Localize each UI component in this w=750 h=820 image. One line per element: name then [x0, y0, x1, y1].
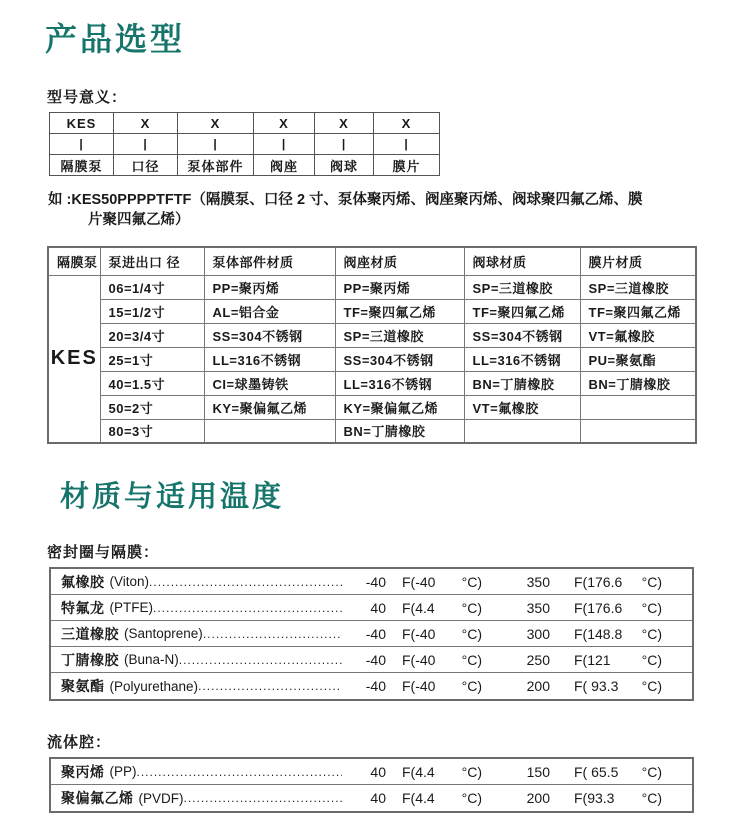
min-temp-c-unit: °C) [461, 599, 482, 616]
temp-row [51, 673, 692, 699]
model-code-row [50, 113, 440, 134]
material-name-cn: 聚偏氟乙烯 [61, 790, 134, 806]
table-row [48, 371, 696, 395]
min-temp-c [402, 790, 482, 806]
temp-row [51, 621, 692, 647]
model-part-cell: 口径 [114, 155, 178, 176]
max-temp-f: 200 [526, 678, 550, 694]
max-temp-c [574, 574, 662, 590]
table-cell: PP=聚丙烯 [204, 275, 335, 299]
model-example-line2: 片聚四氟乙烯） [88, 212, 190, 228]
material-name-en: (PVDF) [138, 790, 184, 806]
temp-row [51, 647, 692, 673]
model-code-cell: X [178, 113, 254, 134]
model-code-cell: X [374, 113, 440, 134]
min-temp-c-value: F(4.4 [402, 599, 435, 616]
table-cell: SS=304不锈钢 [464, 323, 580, 347]
max-temp-c-unit: °C) [641, 573, 662, 590]
min-temp-c-value: F(-40 [402, 678, 436, 694]
min-temp-f: 40 [370, 790, 386, 806]
table-cell: SP=三道橡胶 [464, 275, 580, 299]
max-temp-c-unit: °C) [641, 790, 662, 806]
bar-cell: | [254, 134, 315, 155]
min-temp-f: -40 [365, 651, 386, 668]
table-cell: KY=聚偏氟乙烯 [204, 395, 335, 419]
selection-header: 泵进出口 径 [100, 247, 204, 275]
min-temp-c [402, 678, 482, 694]
max-temp-f: 350 [526, 573, 550, 590]
selection-header: 泵体部件材质 [204, 247, 335, 275]
selection-header-row [48, 247, 696, 275]
material-name-cn: 三道橡胶 [61, 625, 119, 642]
max-temp-f: 150 [526, 763, 550, 780]
table-cell [204, 419, 335, 443]
table-cell: CI=球墨铸铁 [204, 371, 335, 395]
table-cell: SS=304不锈钢 [204, 323, 335, 347]
table-cell: SS=304不锈钢 [335, 347, 464, 371]
min-temp-c [402, 764, 482, 780]
dot-leader [137, 765, 343, 779]
temp-row [51, 759, 692, 785]
max-temp-c-unit: °C) [641, 678, 662, 694]
table-cell [580, 395, 696, 419]
table-row [48, 323, 696, 347]
max-temp-c-unit: °C) [641, 763, 662, 780]
material-name-en: (PP) [109, 764, 137, 779]
max-temp-f: 300 [526, 625, 550, 642]
selection-header: 阀座材质 [335, 247, 464, 275]
max-temp-c [574, 600, 662, 616]
table-row [48, 275, 696, 299]
fluid-chamber-label: 流体腔： [47, 734, 112, 751]
min-temp-f: -40 [365, 573, 386, 590]
table-cell: LL=316不锈钢 [335, 371, 464, 395]
model-example-text [48, 190, 708, 230]
table-cell: LL=316不锈钢 [204, 347, 335, 371]
max-temp-c-value: F( 93.3 [574, 678, 619, 694]
dot-leader [149, 575, 342, 589]
max-temp-f: 200 [526, 790, 550, 806]
model-part-cell: 阀座 [254, 155, 315, 176]
table-cell [464, 419, 580, 443]
page-title: 产品选型 [45, 21, 186, 57]
min-temp-c [402, 600, 482, 616]
model-meaning-label: 型号意义： [47, 89, 128, 106]
material-name-cn: 丁腈橡胶 [61, 651, 119, 668]
bar-cell: | [178, 134, 254, 155]
material-name-en: (Viton) [109, 574, 150, 589]
max-temp-c [574, 678, 662, 694]
min-temp-c-value: F(-40 [402, 651, 436, 668]
min-temp-f: -40 [365, 678, 386, 694]
max-temp-c-value: F(121 [574, 651, 611, 668]
min-temp-c [402, 626, 482, 642]
selection-header: 隔膜泵 [48, 247, 100, 275]
min-temp-c [402, 574, 482, 590]
table-row [48, 395, 696, 419]
max-temp-c-unit: °C) [641, 625, 662, 642]
model-part-cell: 泵体部件 [178, 155, 254, 176]
table-cell: TF=聚四氟乙烯 [580, 299, 696, 323]
table-cell: 20=3/4寸 [100, 323, 204, 347]
table-cell: 25=1寸 [100, 347, 204, 371]
min-temp-c-unit: °C) [461, 625, 482, 642]
table-cell: 50=2寸 [100, 395, 204, 419]
max-temp-c-value: F(93.3 [574, 790, 615, 806]
max-temp-c [574, 764, 662, 780]
min-temp-f: -40 [365, 625, 386, 642]
model-part-row [50, 155, 440, 176]
table-cell: LL=316不锈钢 [464, 347, 580, 371]
model-code-cell: X [315, 113, 374, 134]
max-temp-c [574, 790, 662, 806]
model-example-line1: 如 :KES50PPPPTFTF（隔膜泵、口径 2 寸、泵体聚丙烯、阀座聚丙烯、阀球聚四氟乙烯、膜 [48, 192, 643, 208]
table-cell: SP=三道橡胶 [580, 275, 696, 299]
max-temp-c-value: F(176.6 [574, 599, 623, 616]
table-cell: PU=聚氨酯 [580, 347, 696, 371]
material-name-cn: 特氟龙 [61, 599, 105, 616]
min-temp-c-value: F(4.4 [402, 790, 435, 806]
max-temp-c-unit: °C) [641, 599, 662, 616]
material-name-cn: 氟橡胶 [61, 573, 105, 590]
min-temp-c-unit: °C) [461, 763, 482, 780]
selection-table [47, 246, 697, 444]
min-temp-f: 40 [370, 763, 386, 780]
max-temp-f: 350 [526, 599, 550, 616]
table-cell: VT=氟橡胶 [464, 395, 580, 419]
table-cell: BN=丁腈橡胶 [580, 371, 696, 395]
selection-header: 膜片材质 [580, 247, 696, 275]
min-temp-c-value: F(-40 [402, 625, 436, 642]
bar-cell: | [50, 134, 114, 155]
table-cell: SP=三道橡胶 [335, 323, 464, 347]
material-name-en: (PTFE) [109, 600, 153, 615]
model-part-cell: 隔膜泵 [50, 155, 114, 176]
table-cell: BN=丁腈橡胶 [464, 371, 580, 395]
materials-temperature-title: 材质与适用温度 [60, 481, 285, 513]
model-bar-row [50, 134, 440, 155]
table-cell: TF=聚四氟乙烯 [335, 299, 464, 323]
dot-leader [153, 601, 342, 615]
dot-leader [198, 679, 342, 693]
material-name-en: (Santoprene) [124, 626, 203, 641]
material-name-en: (Buna-N) [124, 652, 179, 667]
bar-cell: | [374, 134, 440, 155]
fluid-temperature-table [49, 757, 694, 813]
table-cell [580, 419, 696, 443]
temp-row [51, 569, 692, 595]
table-cell: AL=铝合金 [204, 299, 335, 323]
min-temp-c [402, 652, 482, 668]
model-code-cell: X [254, 113, 315, 134]
series-label-cell: KES [48, 275, 100, 443]
model-meaning-table [49, 112, 440, 176]
min-temp-f: 40 [370, 599, 386, 616]
min-temp-c-unit: °C) [461, 573, 482, 590]
temp-row [51, 785, 692, 811]
table-cell: PP=聚丙烯 [335, 275, 464, 299]
table-cell: BN=丁腈橡胶 [335, 419, 464, 443]
min-temp-c-value: F(-40 [402, 573, 436, 590]
model-code-cell: X [114, 113, 178, 134]
max-temp-f: 250 [526, 651, 550, 668]
model-code-cell: KES [50, 113, 114, 134]
dot-leader [203, 627, 342, 641]
dot-leader [179, 653, 342, 667]
model-part-cell: 膜片 [374, 155, 440, 176]
max-temp-c-unit: °C) [641, 651, 662, 668]
table-cell: KY=聚偏氟乙烯 [335, 395, 464, 419]
max-temp-c-value: F(148.8 [574, 625, 623, 642]
material-name-cn: 聚氨酯 [61, 678, 105, 694]
min-temp-c-unit: °C) [461, 651, 482, 668]
material-name-en: (Polyurethane) [109, 678, 199, 694]
selection-header: 阀球材质 [464, 247, 580, 275]
table-row [48, 299, 696, 323]
model-part-cell: 阀球 [315, 155, 374, 176]
max-temp-c-value: F(176.6 [574, 573, 623, 590]
seal-temperature-table [49, 567, 694, 701]
table-row [48, 419, 696, 443]
table-cell: 15=1/2寸 [100, 299, 204, 323]
max-temp-c [574, 626, 662, 642]
seal-diaphragm-label: 密封圈与隔膜： [47, 544, 160, 561]
table-cell: 40=1.5寸 [100, 371, 204, 395]
table-cell: 80=3寸 [100, 419, 204, 443]
table-cell: VT=氟橡胶 [580, 323, 696, 347]
table-cell: 06=1/4寸 [100, 275, 204, 299]
max-temp-c-value: F( 65.5 [574, 763, 619, 780]
document-page [0, 14, 750, 820]
max-temp-c [574, 652, 662, 668]
bar-cell: | [114, 134, 178, 155]
min-temp-c-value: F(4.4 [402, 763, 435, 780]
dot-leader [184, 791, 343, 805]
material-name-cn: 聚丙烯 [61, 763, 105, 780]
min-temp-c-unit: °C) [461, 790, 482, 806]
temp-row [51, 595, 692, 621]
min-temp-c-unit: °C) [461, 678, 482, 694]
table-cell: TF=聚四氟乙烯 [464, 299, 580, 323]
table-row [48, 347, 696, 371]
bar-cell: | [315, 134, 374, 155]
